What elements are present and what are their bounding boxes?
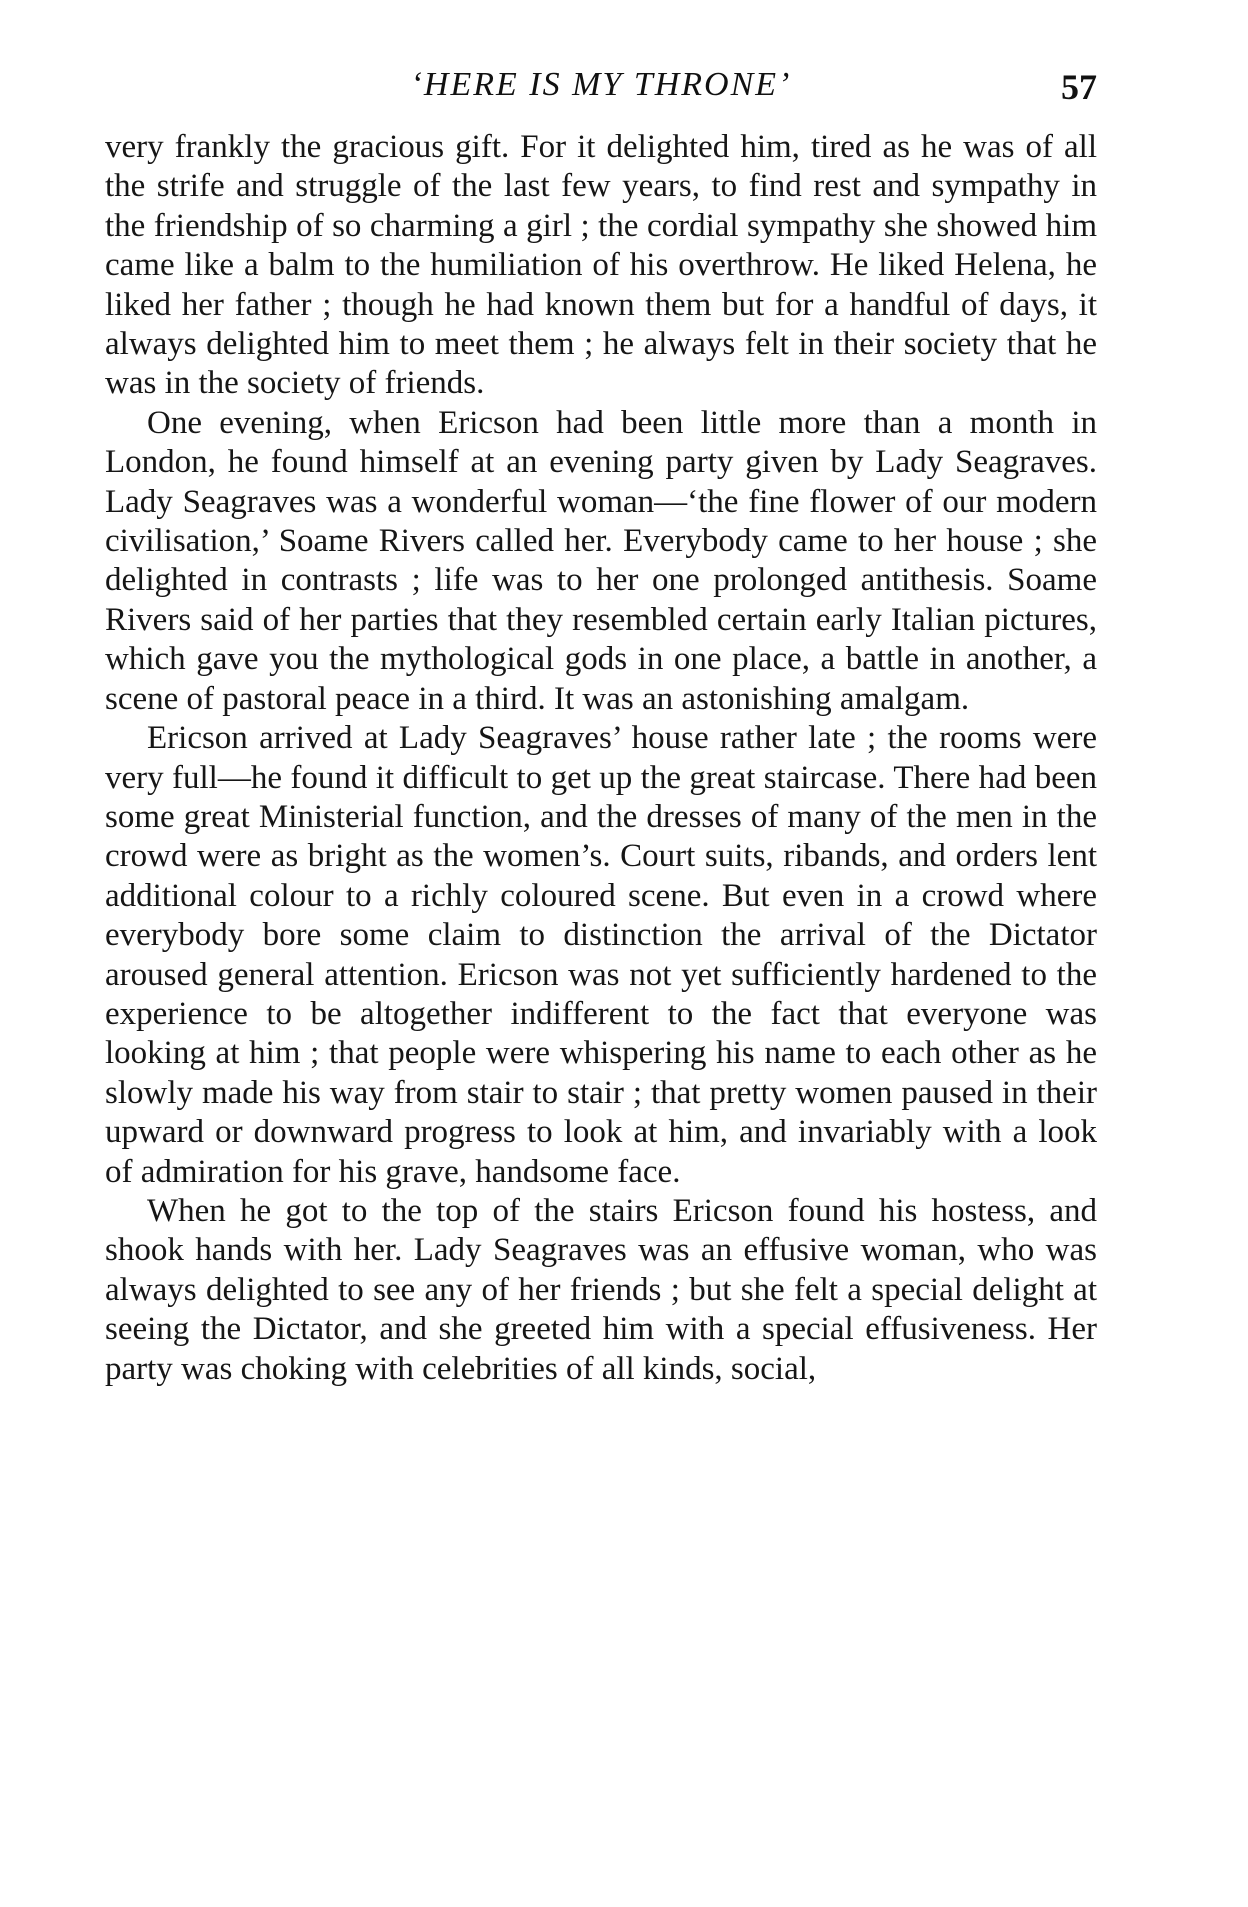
paragraph: When he got to the top of the stairs Ericson found his hostess, and shook hands with her. Lady Seagraves was an effusive woman, who was always delighted to see any of her friends ; but she felt a special delight at seeing the Dictator, and she greeted him with a special effusiveness. Her party was choking with celebrities of all kinds, social, (105, 1192, 1097, 1387)
paragraph: One evening, when Ericson had been little more than a month in London, he found himself at an evening party given by Lady Seagraves. Lady Seagraves was a wonderful woman—‘the fine flower of our modern civilisation,’ Soame Rivers called her. Everybody came to her house ; she delighted in contrasts ; life was to her one prolonged antithesis. Soame Rivers said of her parties that they resembled certain early Italian pictures, which gave you the mythological gods in one place, a battle in another, a scene of pastoral peace in a third. It was an astonishing amalgam. (105, 404, 1097, 717)
paragraph: Ericson arrived at Lady Seagraves’ house rather late ; the rooms were very full—he found it difficult to get up the great staircase. There had been some great Ministerial function, and the dresses of many of the men in the crowd were as bright as the women’s. Court suits, ribands, and orders lent additional colour to a richly coloured scene. But even in a crowd where everybody bore some claim to distinction the arrival of the Dictator aroused general attention. Ericson was not yet sufficiently hardened to the experience to be altogether indifferent to the fact that everyone was looking at him ; that people were whispering his name to each other as he slowly made his way from stair to stair ; that pretty women paused in their upward or downward progress to look at him, and invariably with a look of admiration for his grave, handsome face. (105, 720, 1097, 1190)
running-head: ‘HERE IS MY THRONE’ (410, 66, 792, 103)
page-header (105, 66, 1097, 110)
page-number: 57 (1061, 67, 1097, 107)
paragraph-continued: very frankly the gracious gift. For it delighted him, tired as he was of all the strife and struggle of the last few years, to find rest and sympathy in the friendship of so charming a girl ; the cordial sympathy she showed him came like a balm to the humiliation of his overthrow. He liked Helena, he liked her father ; though he had known them but for a handful of days, it always delighted him to meet them ; he always felt in their society that he was in the society of friends. (105, 129, 1097, 402)
body-text (105, 128, 1097, 1389)
